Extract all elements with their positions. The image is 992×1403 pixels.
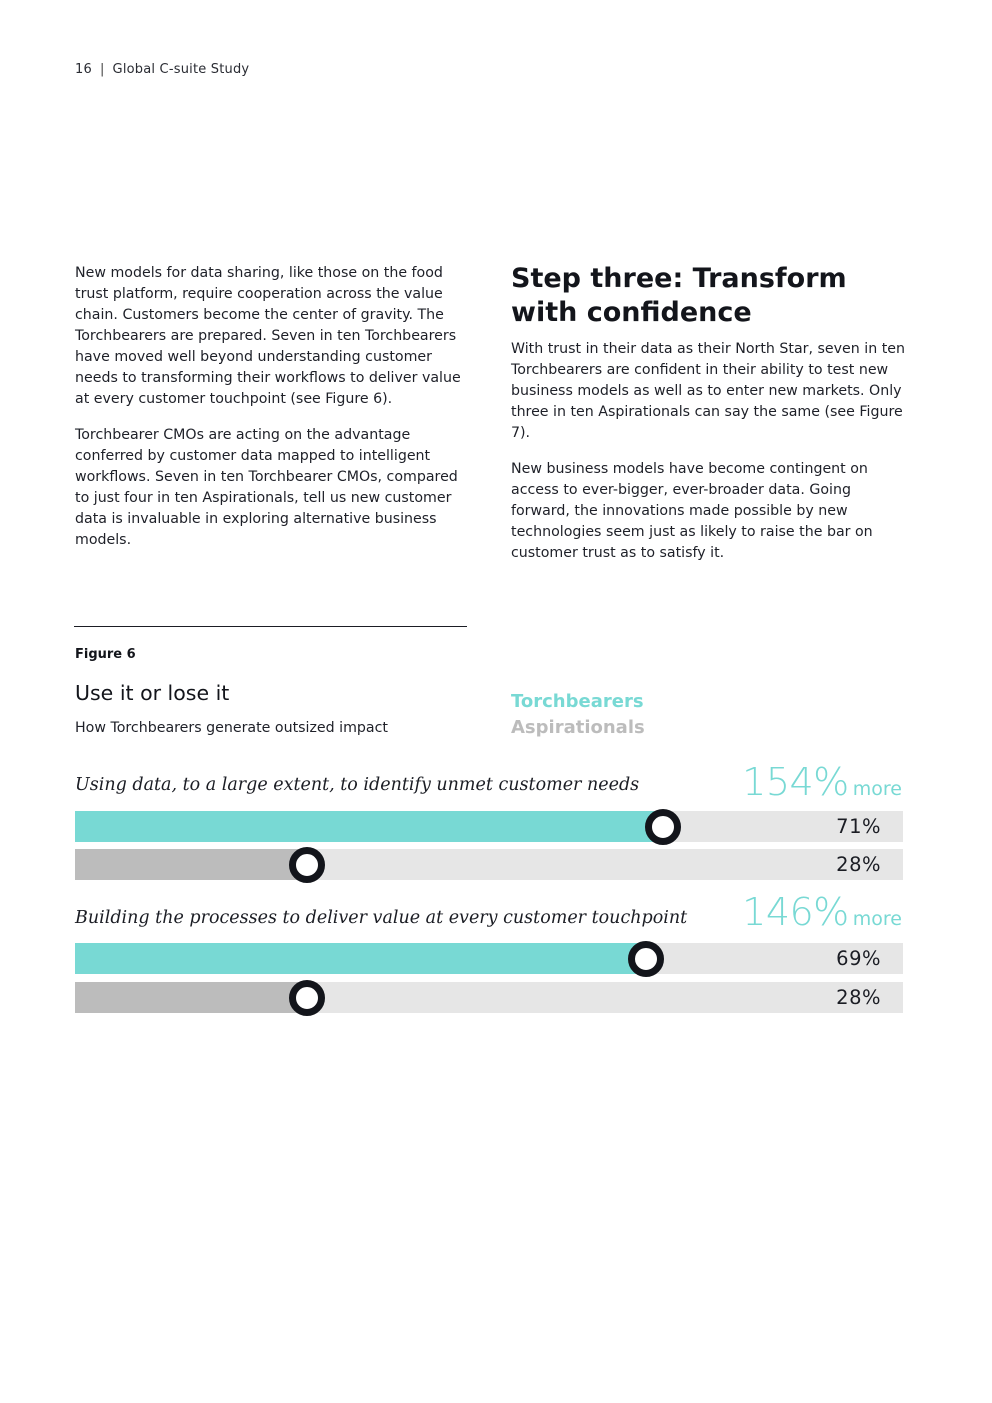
bar-marker-g2-aspirationals xyxy=(289,980,325,1016)
figure-subtitle: How Torchbearers generate outsized impact xyxy=(75,720,388,736)
figure-title: Use it or lose it xyxy=(75,681,230,705)
chart-group-1-difference-value: 154% xyxy=(742,760,849,804)
section-heading xyxy=(511,262,911,330)
document-title: Global C-suite Study xyxy=(112,62,250,77)
chart-group-2-difference-value: 146% xyxy=(742,890,849,934)
page-number: 16 xyxy=(75,62,92,77)
bar-track-g1-aspirationals xyxy=(75,849,903,880)
bar-g2-aspirationals xyxy=(75,982,307,1013)
header-separator: | xyxy=(99,62,105,77)
right-column xyxy=(511,339,907,579)
chart-group-1-difference-suffix: more xyxy=(852,778,902,800)
section-heading-line-2: with confidence xyxy=(511,297,752,328)
left-column xyxy=(75,263,471,566)
running-header xyxy=(75,62,249,77)
bar-marker-g1-torchbearers xyxy=(645,809,681,845)
figure-divider xyxy=(74,626,467,627)
right-paragraph-1: With trust in their data as their North Star, seven in ten Torchbearers are confident in their ability to test new business models as well as to enter new markets. Only three in ten Aspirationals can say the same (see Figure 7). xyxy=(511,341,905,441)
bar-marker-g2-torchbearers xyxy=(628,941,664,977)
figure-label: Figure 6 xyxy=(75,647,136,662)
bar-track-g2-torchbearers xyxy=(75,943,903,974)
bar-g1-aspirationals xyxy=(75,849,307,880)
chart-group-1-difference xyxy=(742,760,902,804)
chart-group-2-label: Building the processes to deliver value at every customer touchpoint xyxy=(75,908,688,928)
value-label-g1-aspirationals: 28% xyxy=(836,853,881,876)
bar-marker-g1-aspirationals xyxy=(289,847,325,883)
bar-g1-torchbearers xyxy=(75,811,663,842)
left-paragraph-1: New models for data sharing, like those on the food trust platform, require cooperation across the value chain. Customers become the center of gravity. The Torchbearers are prepared. Seven in ten Torchbearers have moved well beyond understanding customer needs to transforming their workflows to deliver value at every customer touchpoint (see Figure 6). xyxy=(75,265,461,407)
chart-group-2-difference xyxy=(742,890,902,934)
value-label-g1-torchbearers: 71% xyxy=(836,815,881,838)
bar-track-g1-torchbearers xyxy=(75,811,903,842)
section-heading-line-1: Step three: Transform xyxy=(511,263,847,294)
value-label-g2-torchbearers: 69% xyxy=(836,947,881,970)
legend-aspirationals: Aspirationals xyxy=(511,717,645,738)
bar-track-g2-aspirationals xyxy=(75,982,903,1013)
legend-torchbearers: Torchbearers xyxy=(511,691,644,712)
bar-g2-torchbearers xyxy=(75,943,646,974)
left-paragraph-2: Torchbearer CMOs are acting on the advantage conferred by customer data mapped to intelligent workflows. Seven in ten Torchbearer CMOs, compared to just four in ten Aspirationals, tell us new customer data is invaluable in exploring alternative business models. xyxy=(75,427,458,548)
chart-group-2-difference-suffix: more xyxy=(852,908,902,930)
value-label-g2-aspirationals: 28% xyxy=(836,986,881,1009)
right-paragraph-2: New business models have become contingent on access to ever-bigger, ever-broader data. Going forward, the innovations made possible by new technologies seem just as likely to raise the bar on customer trust as to satisfy it. xyxy=(511,461,873,561)
chart-group-1-label: Using data, to a large extent, to identify unmet customer needs xyxy=(75,775,640,795)
